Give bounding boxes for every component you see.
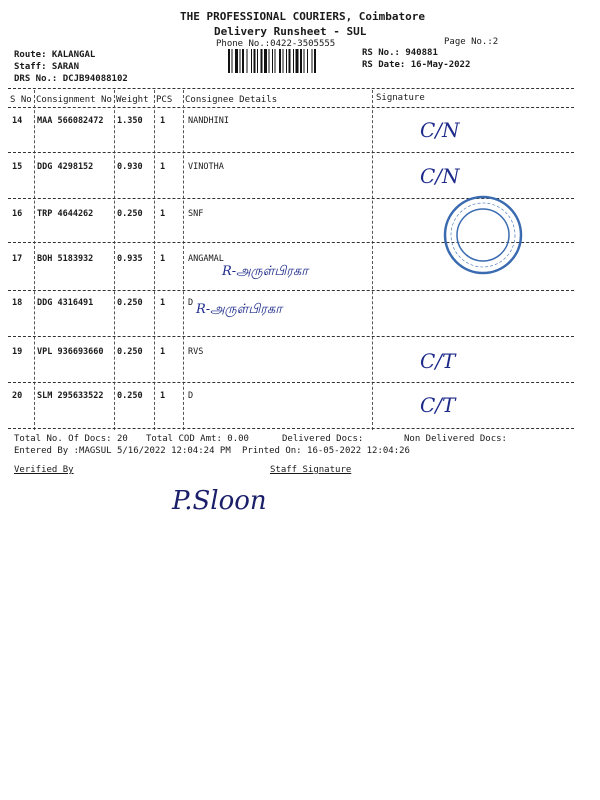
col-header-consignee: Consignee Details: [185, 95, 278, 105]
row-pcs: 1: [160, 298, 166, 308]
row-sno: 18: [12, 298, 23, 308]
row-sno: 14: [12, 116, 23, 126]
row-sno: 16: [12, 209, 23, 219]
barcode-bar: [275, 49, 276, 73]
barcode-bar: [312, 49, 313, 73]
row-handwritten-signature: C/N: [420, 118, 460, 142]
row-weight: 0.935: [117, 254, 143, 264]
row-receiver-note: R-அருள்பிரகா: [222, 264, 309, 279]
table-top-rule: [8, 88, 574, 89]
col-divider: [34, 90, 35, 430]
row-pcs: 1: [160, 162, 166, 172]
row-pcs: 1: [160, 347, 166, 357]
barcode-bar: [232, 49, 233, 73]
verified-by-label: Verified By: [14, 465, 74, 475]
barcode-bar: [300, 49, 302, 73]
row-pcs: 1: [160, 209, 166, 219]
row-pcs: 1: [160, 254, 166, 264]
staff-signature-label: Staff Signature: [270, 465, 352, 475]
delivered-docs: Delivered Docs:: [282, 434, 364, 444]
barcode-bar: [228, 49, 230, 73]
row-sno: 17: [12, 254, 23, 264]
barcode-bar: [242, 49, 244, 73]
barcode-bar: [296, 49, 299, 73]
row-pcs: 1: [160, 116, 166, 126]
row-consignment-no: VPL 936693660: [37, 347, 104, 357]
row-consignee: D: [188, 298, 194, 308]
company-stamp: [442, 194, 524, 276]
row-weight: 1.350: [117, 116, 143, 126]
staff-label: Staff: SARAN: [14, 62, 80, 72]
row-consignment-no: MAA 566082472: [37, 116, 104, 126]
entered-by: Entered By :MAGSUL 5/16/2022 12:04:24 PM: [14, 446, 231, 456]
barcode-bar: [272, 49, 273, 73]
row-sno: 15: [12, 162, 23, 172]
barcode-bar: [240, 49, 241, 73]
barcode-bar: [289, 49, 291, 73]
row-consignee: ANGAMAL: [188, 254, 224, 264]
barcode-bar: [307, 49, 308, 73]
col-divider: [372, 90, 373, 430]
col-header-pcs: PCS: [156, 95, 173, 105]
col-header-weight: Weight: [116, 95, 149, 105]
non-delivered-docs: Non Delivered Docs:: [404, 434, 507, 444]
barcode-bar: [261, 49, 263, 73]
total-cod: Total COD Amt: 0.00: [146, 434, 249, 444]
row-consignee: SNF: [188, 209, 204, 219]
route-label: Route: KALANGAL: [14, 50, 96, 60]
table-bottom-rule: [8, 428, 574, 429]
barcode-bar: [264, 49, 267, 73]
barcode-bar: [314, 49, 316, 73]
drs-number: DRS No.: DCJB94088102: [14, 74, 128, 84]
barcode-bar: [279, 49, 281, 73]
rs-date: RS Date: 16-May-2022: [362, 60, 471, 70]
barcode-bar: [251, 49, 252, 73]
col-divider: [154, 90, 155, 430]
row-weight: 0.250: [117, 298, 143, 308]
row-consignee: RVS: [188, 347, 204, 357]
verifier-signature: P.Sloon: [172, 486, 267, 516]
page-number: Page No.:2: [444, 37, 499, 47]
row-consignment-no: BOH 5183932: [37, 254, 94, 264]
row-handwritten-signature: C/T: [420, 393, 456, 417]
barcode-bar: [254, 49, 256, 73]
row-handwritten-signature: C/T: [420, 349, 456, 373]
row-weight: 0.250: [117, 391, 143, 401]
barcode: [228, 49, 346, 73]
row-consignment-no: DDG 4316491: [37, 298, 94, 308]
barcode-bar: [269, 49, 270, 73]
row-consignee: D: [188, 391, 194, 401]
document-title: Delivery Runsheet - SUL: [214, 25, 367, 38]
barcode-bar: [283, 49, 284, 73]
col-divider: [183, 90, 184, 430]
row-receiver-note: R-அருள்பிரகா: [196, 302, 283, 317]
row-consignment-no: DDG 4298152: [37, 162, 94, 172]
row-consignment-no: TRP 4644262: [37, 209, 94, 219]
col-header-signature: Signature: [376, 93, 425, 103]
barcode-bar: [286, 49, 287, 73]
company-title: THE PROFESSIONAL COURIERS, Coimbatore: [180, 10, 426, 23]
col-divider: [114, 90, 115, 430]
row-weight: 0.250: [117, 347, 143, 357]
printed-on: Printed On: 16-05-2022 12:04:26: [242, 446, 410, 456]
barcode-bar: [235, 49, 238, 73]
row-sno: 20: [12, 391, 23, 401]
row-consignee: VINOTHA: [188, 162, 224, 172]
col-header-consignment: Consignment No: [36, 95, 112, 105]
phone-number: Phone No.:0422-3505555: [216, 39, 336, 49]
row-weight: 0.930: [117, 162, 143, 172]
barcode-bar: [293, 49, 294, 73]
row-handwritten-signature: C/N: [420, 164, 460, 188]
row-pcs: 1: [160, 391, 166, 401]
table-header-rule: [8, 107, 574, 108]
barcode-bar: [257, 49, 258, 73]
row-weight: 0.250: [117, 209, 143, 219]
row-rule: [8, 336, 574, 337]
col-header-sno: S No: [10, 95, 32, 105]
row-rule: [8, 382, 574, 383]
total-docs: Total No. Of Docs: 20: [14, 434, 128, 444]
row-sno: 19: [12, 347, 23, 357]
row-rule: [8, 152, 574, 153]
row-consignment-no: SLM 295633522: [37, 391, 104, 401]
barcode-bar: [304, 49, 305, 73]
row-rule: [8, 290, 574, 291]
rs-number: RS No.: 940881: [362, 48, 438, 58]
barcode-bar: [247, 49, 248, 73]
row-consignee: NANDHINI: [188, 116, 229, 126]
